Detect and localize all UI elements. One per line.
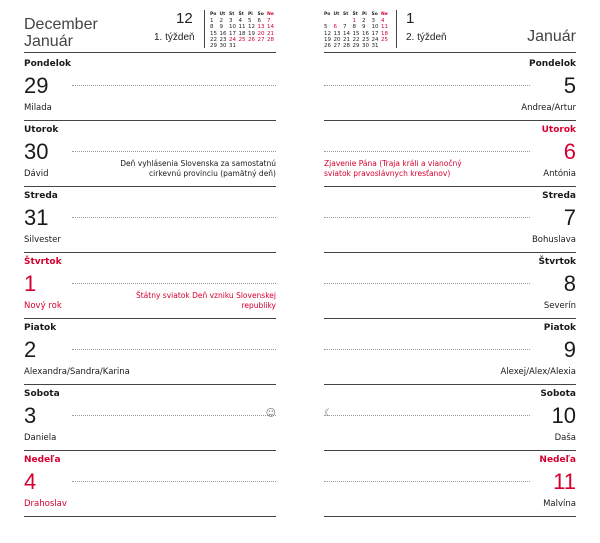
mini-date: 2 (362, 18, 366, 25)
mini-date: 30 (362, 43, 369, 50)
mini-date: 27 (257, 36, 265, 43)
mini-date: 1 (352, 18, 356, 25)
nameday: Alexandra/Sandra/Karina (24, 367, 130, 377)
day-number: 5 (563, 73, 576, 98)
mini-date: 31 (371, 43, 379, 50)
weekday-name: Sobota (540, 389, 576, 399)
mini-date: 21 (343, 36, 350, 43)
day-row (24, 120, 276, 187)
mini-date (248, 43, 258, 49)
writing-line (72, 349, 276, 350)
mini-date: 17 (371, 30, 379, 37)
nameday: Silvester (24, 235, 61, 245)
nameday: Severín (543, 301, 576, 311)
mini-date: 14 (267, 24, 274, 31)
mini-date: 19 (324, 36, 331, 43)
day-row (324, 252, 576, 319)
weekday-name: Štvrtok (24, 257, 62, 267)
mini-weekday-head: Ne (381, 12, 388, 17)
mini-date: 24 (229, 36, 236, 43)
mini-date: 8 (352, 24, 356, 31)
mini-date (258, 43, 268, 49)
weekday-name: Utorok (541, 125, 576, 135)
mini-date: 6 (333, 24, 337, 31)
mini-date: 7 (267, 18, 271, 25)
mini-date: 6 (257, 18, 261, 25)
mini-date: 3 (229, 18, 233, 25)
mini-date: 16 (362, 30, 369, 37)
day-number: 1 (24, 271, 37, 296)
mini-date: 10 (371, 24, 379, 31)
nameday: Drahoslav (24, 499, 67, 509)
writing-line (324, 151, 530, 152)
mini-date: 13 (333, 30, 341, 37)
moon-phase-icon: ☺ (265, 408, 276, 419)
mini-date: 20 (257, 30, 265, 37)
mini-date: 28 (267, 36, 274, 43)
mini-date: 8 (210, 24, 214, 31)
mini-date: 29 (352, 43, 360, 50)
mini-weekday-head: So (371, 12, 378, 17)
weekday-name: Piatok (24, 323, 57, 333)
left-page (24, 0, 276, 543)
mini-date (239, 43, 249, 49)
mini-weekday-head: Po (324, 12, 331, 17)
mini-date: 7 (343, 24, 347, 31)
writing-line (324, 415, 530, 416)
weekday-name: Utorok (24, 125, 59, 135)
mini-date: 16 (219, 30, 227, 37)
mini-calendar-january (324, 12, 391, 49)
day-number: 31 (24, 205, 49, 230)
nameday: Dávid (24, 169, 49, 179)
nameday: Antónia (543, 169, 576, 179)
mini-date: 15 (352, 30, 360, 37)
week-number: 12 (176, 10, 193, 27)
mini-date: 27 (333, 43, 341, 50)
day-row (24, 54, 276, 121)
week-number: 1 (406, 10, 415, 27)
mini-date: 19 (248, 30, 255, 37)
writing-line (72, 151, 276, 152)
weekday-name: Streda (542, 191, 576, 201)
mini-date: 12 (324, 30, 331, 37)
nameday: Alexej/Alex/Alexia (500, 367, 576, 377)
holiday-note: Deň vyhlásenia Slovenska za samostatnú cirkevnú provinciu (pamätný deň) (120, 159, 276, 178)
mini-date: 4 (238, 18, 242, 25)
mini-weekday-head: Ut (219, 12, 226, 17)
mini-weekday-head: Po (210, 12, 217, 17)
mini-date: 20 (333, 36, 341, 43)
writing-line (324, 217, 530, 218)
left-header (24, 0, 276, 53)
mini-date: 26 (324, 43, 331, 50)
mini-date (267, 43, 277, 49)
mini-date: 10 (229, 24, 236, 31)
month-current: Január (24, 33, 73, 50)
writing-line (72, 283, 276, 284)
writing-line (324, 481, 530, 482)
nameday: Malvína (543, 499, 576, 509)
mini-weekday-head: Pi (248, 12, 253, 17)
week-label: 2. týždeň (406, 32, 447, 43)
mini-date: 28 (343, 43, 350, 50)
writing-line (72, 217, 276, 218)
month-current: Január (527, 28, 576, 45)
mini-week-row (324, 43, 391, 49)
mini-date: 15 (210, 30, 217, 37)
writing-line (72, 481, 276, 482)
day-number: 29 (24, 73, 49, 98)
day-number: 6 (563, 139, 576, 164)
day-number: 30 (24, 139, 49, 164)
day-row (324, 450, 576, 517)
day-row (24, 450, 276, 517)
writing-line (72, 85, 276, 86)
week-label: 1. týždeň (154, 32, 195, 43)
nameday: Milada (24, 103, 52, 113)
month-prev: December (24, 16, 98, 33)
header-separator (396, 10, 397, 48)
mini-date: 9 (362, 24, 366, 31)
writing-line (72, 415, 276, 416)
mini-date: 25 (381, 36, 388, 43)
weekday-name: Streda (24, 191, 58, 201)
mini-date: 31 (229, 43, 236, 50)
holiday-note: Zjavenie Pána (Traja králi a vianočný sviatok pravoslávnych kresťanov) (324, 159, 462, 178)
nameday: Nový rok (24, 301, 62, 311)
weekday-name: Piatok (543, 323, 576, 333)
day-number: 4 (24, 469, 37, 494)
day-number: 11 (553, 469, 576, 494)
mini-weekday-head: Št (238, 12, 244, 17)
mini-date: 13 (257, 24, 265, 31)
mini-date: 22 (352, 36, 360, 43)
mini-weekday-head: Št (352, 12, 358, 17)
mini-date: 25 (238, 36, 246, 43)
weekday-name: Nedeľa (539, 455, 576, 465)
day-number: 10 (551, 403, 576, 428)
mini-date: 3 (371, 18, 375, 25)
day-row (24, 186, 276, 253)
mini-week-row (210, 43, 277, 49)
header-separator (204, 10, 205, 48)
day-row (324, 120, 576, 187)
day-number: 8 (563, 271, 576, 296)
mini-weekday-head: Pi (362, 12, 367, 17)
mini-date: 11 (381, 24, 388, 31)
weekday-name: Nedeľa (24, 455, 61, 465)
nameday: Daniela (24, 433, 57, 443)
day-row (324, 318, 576, 385)
mini-date: 24 (371, 36, 379, 43)
month-titles (24, 16, 98, 50)
day-row (24, 318, 276, 385)
mini-date: 18 (238, 30, 246, 37)
mini-date: 9 (219, 24, 223, 31)
mini-date: 23 (219, 36, 227, 43)
day-number: 7 (563, 205, 576, 230)
writing-line (324, 349, 530, 350)
day-row (24, 252, 276, 319)
day-number: 9 (563, 337, 576, 362)
mini-date (381, 43, 391, 49)
mini-date: 29 (210, 43, 217, 50)
mini-date: 11 (238, 24, 246, 31)
mini-date: 5 (324, 24, 328, 31)
mini-date: 12 (248, 24, 255, 31)
mini-weekday-head: St (343, 12, 349, 17)
mini-date: 30 (219, 43, 227, 50)
mini-date: 5 (248, 18, 252, 25)
day-number: 2 (24, 337, 37, 362)
mini-weekday-head: So (257, 12, 264, 17)
holiday-note: Štátny sviatok Deň vzniku Slovenskej republiky (135, 291, 276, 310)
right-page (324, 0, 576, 543)
mini-date: 18 (381, 30, 388, 37)
mini-date: 1 (210, 18, 214, 25)
writing-line (324, 283, 530, 284)
weekday-name: Štvrtok (538, 257, 576, 267)
mini-date: 14 (343, 30, 350, 37)
weekday-name: Pondelok (24, 59, 71, 69)
day-row (324, 54, 576, 121)
day-row (24, 384, 276, 451)
mini-date: 17 (229, 30, 236, 37)
mini-date: 22 (210, 36, 217, 43)
nameday: Andrea/Artur (521, 103, 576, 113)
weekday-name: Pondelok (529, 59, 576, 69)
nameday: Daša (554, 433, 576, 443)
day-number: 3 (24, 403, 37, 428)
nameday: Bohuslava (531, 235, 576, 245)
mini-date: 21 (267, 30, 274, 37)
mini-weekday-head: Ne (267, 12, 274, 17)
mini-weekday-head: Ut (333, 12, 340, 17)
mini-date: 4 (381, 18, 385, 25)
right-header (324, 0, 576, 53)
mini-date: 26 (248, 36, 255, 43)
mini-date: 2 (219, 18, 223, 25)
weekday-name: Sobota (24, 389, 60, 399)
mini-calendar-december (210, 12, 277, 49)
moon-phase-icon: ☾ (324, 408, 333, 419)
mini-weekday-head: St (229, 12, 235, 17)
writing-line (324, 85, 530, 86)
day-row (324, 384, 576, 451)
mini-date: 23 (362, 36, 369, 43)
day-row (324, 186, 576, 253)
